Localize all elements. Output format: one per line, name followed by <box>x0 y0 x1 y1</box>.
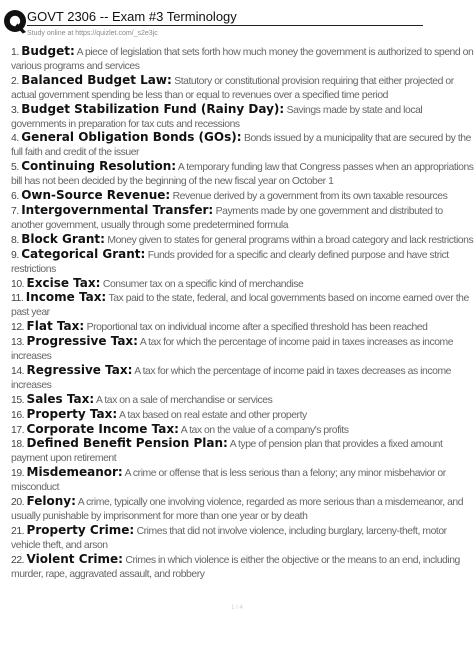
term-name: Income Tax: <box>25 291 107 305</box>
term-name: Regressive Tax: <box>26 363 133 377</box>
term-definition: Funds provided for a specific and clearly defined purpose and have strict restrictions <box>11 249 449 275</box>
term-number: 21. <box>11 525 25 537</box>
term-item <box>11 320 474 335</box>
term-definition: Tax paid to the state, federal, and local governments based on income earned over the past year <box>11 293 469 319</box>
term-number: 13. <box>11 337 25 349</box>
term-item <box>11 495 474 524</box>
term-item <box>11 524 474 553</box>
term-name: Block Grant: <box>21 232 105 246</box>
term-item <box>11 103 474 132</box>
term-name: Flat Tax: <box>26 320 85 334</box>
term-number: 12. <box>11 322 25 334</box>
term-definition: Consumer tax on a specific kind of merchandise <box>102 278 304 290</box>
term-name: Felony: <box>26 495 76 509</box>
term-definition: Bonds issued by a municipality that are secured by the full faith and credit of the issuer <box>11 133 471 159</box>
term-item <box>11 45 474 74</box>
term-definition: A piece of legislation that sets forth how much money the government is authorized to spend on various programs and services <box>11 47 474 72</box>
term-number: 20. <box>11 497 25 509</box>
term-number: 10. <box>11 278 25 290</box>
term-item <box>11 189 474 204</box>
term-item <box>11 423 474 438</box>
term-name: Intergovernmental Transfer: <box>21 203 214 217</box>
term-name: Progressive Tax: <box>26 335 138 349</box>
term-name: Own-Source Revenue: <box>21 189 171 203</box>
term-number: 8. <box>11 234 19 246</box>
term-item <box>11 74 474 103</box>
term-definition: A tax for which the percentage of income paid in taxes decreases as income increases <box>11 365 451 391</box>
term-number: 2. <box>11 75 19 87</box>
term-number: 19. <box>11 468 25 480</box>
term-number: 11. <box>11 293 24 305</box>
term-number: 1. <box>11 47 19 58</box>
term-definition: A crime or offense that is less serious than a felony; any minor misbehavior or misconduct <box>11 468 446 494</box>
term-name: Budget Stabilization Fund (Rainy Day): <box>21 102 285 116</box>
term-definition: A tax on the value of a company's profits <box>180 424 349 436</box>
term-definition: Payments made by one government and distributed to another government, usually through some predetermined formula <box>11 205 443 231</box>
term-item <box>11 437 474 466</box>
term-name: Property Tax: <box>26 407 118 421</box>
term-number: 5. <box>11 162 19 174</box>
term-number: 22. <box>11 554 25 566</box>
term-name: Balanced Budget Law: <box>21 73 172 87</box>
study-online-link[interactable]: Study online at https://quizlet.com/_s2e3jc <box>27 30 158 37</box>
terms-list <box>11 45 474 582</box>
term-name: Excise Tax: <box>26 276 101 290</box>
term-number: 17. <box>11 424 25 436</box>
term-number: 6. <box>11 191 19 203</box>
term-definition: Proportional tax on individual income after a specified threshold has been reached <box>86 322 428 334</box>
term-number: 7. <box>11 205 19 217</box>
term-definition: Revenue derived by a government from its own taxable resources <box>172 191 448 203</box>
term-name: General Obligation Bonds (GOs): <box>21 131 242 145</box>
term-item <box>11 291 474 320</box>
title-divider <box>27 25 423 26</box>
page-number: 1 / 4 <box>231 605 243 611</box>
term-name: Corporate Income Tax: <box>26 422 179 436</box>
term-name: Categorical Grant: <box>21 247 146 261</box>
term-definition: A tax on a sale of merchandise or services <box>96 394 273 406</box>
term-number: 16. <box>11 409 25 421</box>
term-name: Sales Tax: <box>26 392 95 406</box>
term-name: Continuing Resolution: <box>21 160 177 174</box>
term-definition: Statutory or constitutional provision requiring that either projected or actual government spending be less than or equal to revenues over a specified time period <box>11 75 454 101</box>
term-number: 14. <box>11 365 25 377</box>
term-item <box>11 277 474 292</box>
term-definition: Money given to states for general programs within a broad category and lack restrictions <box>107 234 474 246</box>
term-definition: Savings made by state and local governments in preparation for tax cuts and recessions <box>11 104 423 130</box>
term-number: 9. <box>11 249 19 261</box>
document-title: GOVT 2306 -- Exam #3 Terminology <box>27 9 237 24</box>
term-item <box>11 408 474 423</box>
term-item <box>11 131 474 160</box>
term-definition: A temporary funding law that Congress passes when an appropriations bill has not been decided by the beginning of the new fiscal year on October 1 <box>11 162 474 188</box>
term-item <box>11 553 474 582</box>
term-definition: Crimes in which violence is either the objective or the means to an end, including murder, rape, aggravated assault, and robbery <box>11 554 460 580</box>
term-definition: A type of pension plan that provides a fixed amount payment upon retirement <box>11 439 443 465</box>
term-definition: A tax for which the percentage of income paid in taxes increases as income increases <box>11 337 454 363</box>
term-definition: Crimes that did not involve violence, including burglary, larceny-theft, motor vehicle theft, and arson <box>11 525 447 551</box>
term-item <box>11 233 474 248</box>
term-name: Violent Crime: <box>26 552 123 566</box>
term-number: 3. <box>11 104 19 116</box>
quizlet-q-logo-icon <box>2 8 30 36</box>
term-item <box>11 248 474 277</box>
term-name: Property Crime: <box>26 523 135 537</box>
term-name: Defined Benefit Pension Plan: <box>26 437 228 451</box>
term-item <box>11 364 474 393</box>
term-item <box>11 335 474 364</box>
term-item <box>11 466 474 495</box>
term-definition: A tax based on real estate and other property <box>119 409 307 421</box>
term-number: 15. <box>11 394 25 406</box>
term-item <box>11 204 474 233</box>
term-number: 18. <box>11 439 25 451</box>
term-item <box>11 393 474 408</box>
term-name: Budget: <box>21 45 75 58</box>
term-number: 4. <box>11 133 19 145</box>
term-definition: A crime, typically one involving violence, regarded as more serious than a misdemeanor, and usually punishable by imprisonment for more than one year or by death <box>11 497 464 522</box>
term-name: Misdemeanor: <box>26 466 123 480</box>
page-header <box>0 6 474 40</box>
term-item <box>11 160 474 189</box>
